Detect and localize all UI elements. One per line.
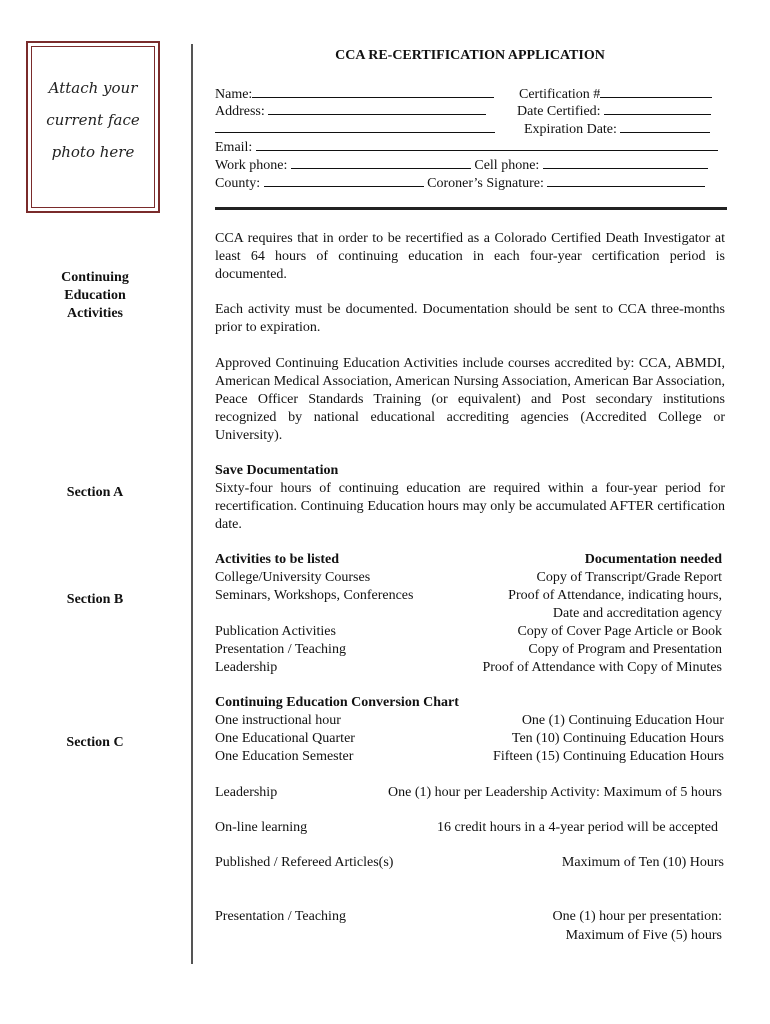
date-certified-label: Date Certified:: [517, 104, 601, 119]
online-learning-label: On-line learning: [215, 820, 308, 835]
save-documentation-text: Sixty-four hours of continuing education are required within a four-year period for recertification. Continuing Education hours may only be accumulated AFTER certification date.: [215, 481, 725, 532]
coroner-signature-field[interactable]: [547, 174, 705, 187]
documentation-paragraph: Each activity must be documented. Documentation should be sent to CCA three-months prior to expiration.: [215, 302, 725, 335]
name-field[interactable]: [252, 85, 494, 98]
vertical-divider: [191, 44, 193, 964]
date-certified-field[interactable]: [604, 102, 711, 115]
online-learning-value: 16 credit hours in a 4-year period will be accepted: [436, 820, 718, 835]
county-row: [215, 174, 705, 193]
address-field[interactable]: [268, 102, 486, 115]
leadership-label: Leadership: [215, 785, 278, 800]
work-phone-field[interactable]: [291, 156, 471, 169]
county-field[interactable]: [264, 174, 424, 187]
conversion-item: One Education Semester: [215, 749, 354, 764]
address-line-2-field[interactable]: [215, 120, 495, 133]
coroner-signature-label: Coroner’s Signature:: [427, 176, 544, 191]
conversion-item: One Educational Quarter: [215, 731, 355, 746]
activity-item: College/University Courses: [215, 570, 371, 585]
published-articles-value: Maximum of Ten (10) Hours: [561, 855, 724, 870]
activity-item: Presentation / Teaching: [215, 642, 346, 657]
name-label: Name:: [215, 87, 253, 102]
header-divider: [215, 207, 727, 210]
activity-item: Publication Activities: [215, 624, 336, 639]
certification-label: Certification #: [519, 87, 601, 102]
requirements-paragraph: CCA requires that in order to be recertified as a Colorado Certified Death Investigator at least 64 hours of continuing education in each four-year certification period is documented.: [215, 231, 725, 282]
documentation-item: Copy of Cover Page Article or Book: [517, 624, 722, 639]
address-line-2-row: [215, 120, 495, 139]
email-row: [215, 138, 718, 157]
documentation-heading: Documentation needed: [584, 552, 722, 567]
address-row: [215, 102, 486, 121]
page-title: CCA RE-CERTIFICATION APPLICATION: [335, 48, 605, 63]
activity-item: Leadership: [215, 660, 278, 675]
approved-activities-paragraph: Approved Continuing Education Activities include courses accredited by: CCA, ABMDI, American Medical Association, American Nursing Association, American Bar Association, Peace Officer Standards Training (or equivalent) and Post secondary institutions recognized by national educational accrediting agencies (Accredited College or University).: [215, 356, 725, 443]
continuing-education-heading: Continuing Education Activities: [61, 270, 129, 321]
activity-item: Seminars, Workshops, Conferences: [215, 588, 414, 603]
date-certified-row: [517, 102, 711, 121]
published-articles-label: Published / Refereed Articles(s): [215, 855, 394, 870]
county-label: County:: [215, 176, 261, 191]
email-label: Email:: [215, 140, 253, 155]
section-c-heading: Section C: [66, 735, 124, 750]
section-a-heading: Section A: [66, 485, 124, 500]
work-phone-label: Work phone:: [215, 158, 288, 173]
documentation-item: Proof of Attendance with Copy of Minutes: [482, 660, 722, 675]
section-b-heading: Section B: [66, 592, 124, 607]
presentation-teaching-label: Presentation / Teaching: [215, 909, 346, 924]
address-label: Address:: [215, 104, 265, 119]
documentation-item: Date and accreditation agency: [552, 606, 722, 621]
conversion-value: Fifteen (15) Continuing Education Hours: [493, 749, 724, 764]
conversion-value: One (1) Continuing Education Hour: [521, 713, 724, 728]
presentation-teaching-value-2: Maximum of Five (5) hours: [565, 928, 722, 943]
documentation-item: Copy of Transcript/Grade Report: [536, 570, 722, 585]
cell-phone-field[interactable]: [543, 156, 708, 169]
conversion-item: One instructional hour: [215, 713, 341, 728]
expiration-date-row: [524, 120, 710, 139]
leadership-value: One (1) hour per Leadership Activity: Maximum of 5 hours: [388, 785, 722, 800]
photo-instruction-line-1: Attach your: [48, 79, 138, 97]
certification-field[interactable]: [600, 85, 712, 98]
cell-phone-label: Cell phone:: [474, 158, 540, 173]
photo-placeholder-box: [26, 41, 160, 213]
expiration-date-label: Expiration Date:: [524, 122, 617, 137]
email-field[interactable]: [256, 138, 718, 151]
activities-heading: Activities to be listed: [215, 552, 340, 567]
expiration-date-field[interactable]: [620, 120, 710, 133]
save-documentation-heading: Save Documentation: [215, 463, 339, 478]
photo-instruction-line-2: current face: [46, 111, 140, 129]
photo-instruction-line-3: photo here: [51, 143, 135, 161]
conversion-chart-heading: Continuing Education Conversion Chart: [215, 695, 459, 710]
presentation-teaching-value-1: One (1) hour per presentation:: [552, 909, 722, 924]
documentation-item: Proof of Attendance, indicating hours,: [508, 588, 722, 603]
conversion-value: Ten (10) Continuing Education Hours: [511, 731, 724, 746]
phone-row: [215, 156, 708, 175]
documentation-item: Copy of Program and Presentation: [528, 642, 722, 657]
